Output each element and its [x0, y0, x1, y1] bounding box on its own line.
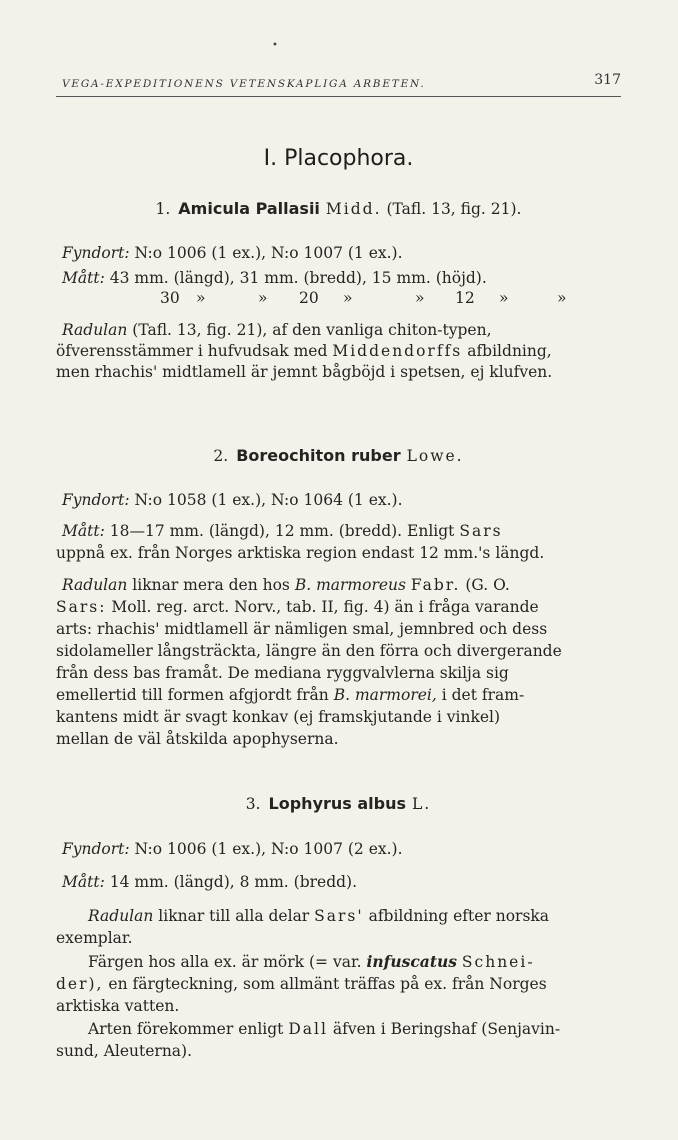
- arten-line-1: [88, 1019, 560, 1039]
- species-name: Boreochiton ruber: [236, 446, 401, 465]
- running-header: [56, 72, 621, 97]
- fyndort-line: [62, 839, 403, 859]
- species-number: 2.: [213, 447, 229, 465]
- author-name: Sars: [459, 522, 503, 540]
- matt-line: [62, 268, 487, 288]
- matt-label: Mått:: [62, 873, 105, 891]
- species-heading-2: [56, 446, 621, 465]
- radulan-line-3: arts: rhachis' midtlamell är nämligen smal, jemnbred och dess: [56, 620, 548, 638]
- author-name: Sars:: [56, 598, 107, 616]
- species-number: 1.: [155, 200, 171, 218]
- measure-cell: 12: [455, 289, 475, 307]
- species-ref-name: B. marmorei,: [333, 686, 437, 704]
- measure-cell: 20: [299, 289, 319, 307]
- fargen-line-3: arktiska vatten.: [56, 997, 180, 1015]
- author-name: Fabr.: [410, 576, 461, 594]
- fyndort-line: [62, 243, 403, 263]
- species-heading-1: [56, 199, 621, 218]
- radulan-line-1: [62, 320, 492, 340]
- radulan-line-2: [56, 597, 539, 617]
- species-author: Midd.: [325, 200, 382, 218]
- matt-text: 43 mm. (längd), 31 mm. (bredd), 15 mm. (höjd).: [109, 269, 487, 287]
- author-name: Middendorffs: [332, 342, 463, 360]
- radulan-line-3: men rhachis' midtlamell är jemnt bågböjd i spetsen, ej klufven.: [56, 363, 553, 381]
- radulan-line-4: sidolameller långsträckta, längre än den förra och divergerande: [56, 642, 562, 660]
- text-span: i det fram-: [441, 686, 525, 704]
- author-name: Dall: [288, 1020, 328, 1038]
- author-name: Sars': [314, 907, 364, 925]
- fyndort-label: Fyndort:: [62, 244, 130, 262]
- measure-cell: »: [258, 289, 268, 307]
- radulan-label: Radulan: [62, 576, 128, 594]
- radulan-line-8: mellan de väl åtskilda apophyserna.: [56, 730, 339, 748]
- matt-label: Mått:: [62, 522, 105, 540]
- running-title: VEGA-EXPEDITIONENS VETENSKAPLIGA ARBETEN.: [62, 78, 426, 90]
- text-span: afbildning,: [467, 342, 552, 360]
- author-name: Schnei-: [461, 953, 535, 971]
- radulan-line-2: [56, 341, 552, 361]
- page-number: 317: [594, 72, 621, 88]
- fyndort-line: [62, 490, 403, 510]
- measure-cell: »: [415, 289, 425, 307]
- measure-cell: 30: [160, 289, 180, 307]
- radulan-line-1: [62, 575, 510, 595]
- fyndort-text: N:o 1058 (1 ex.), N:o 1064 (1 ex.).: [134, 491, 403, 509]
- measure-cell: »: [499, 289, 509, 307]
- matt-line: [62, 521, 503, 541]
- matt-text: 18—17 mm. (längd), 12 mm. (bredd). Enligt: [109, 522, 455, 540]
- author-name: der),: [56, 975, 104, 993]
- radulan-line-6: [56, 685, 524, 705]
- matt-text: 14 mm. (längd), 8 mm. (bredd).: [109, 873, 358, 891]
- variety-name: infuscatus: [366, 952, 457, 971]
- text-span: äfven i Beringshaf (Senjavin-: [332, 1020, 561, 1038]
- species-heading-3: [56, 794, 621, 813]
- species-name: Lophyrus albus: [268, 794, 407, 813]
- ornament-dot: •: [272, 40, 278, 51]
- radulan-text: (Tafl. 13, fig. 21), af den vanliga chiton-typen,: [132, 321, 492, 339]
- measure-cell: »: [557, 289, 567, 307]
- text-span: Arten förekommer enligt: [88, 1020, 284, 1038]
- species-ref: (Tafl. 13, fig. 21).: [386, 200, 522, 218]
- matt-line: [62, 872, 357, 892]
- fyndort-text: N:o 1006 (1 ex.), N:o 1007 (2 ex.).: [134, 840, 403, 858]
- text-span: liknar till alla delar: [158, 907, 310, 925]
- arten-line-2: sund, Aleuterna).: [56, 1042, 193, 1060]
- radulan-line-2: exemplar.: [56, 929, 133, 947]
- measurement-row: [56, 289, 616, 309]
- text-span: en färgteckning, som allmänt träffas på ex. från Norges: [108, 975, 547, 993]
- species-number: 3.: [245, 795, 261, 813]
- fyndort-label: Fyndort:: [62, 491, 130, 509]
- text-span: Moll. reg. arct. Norv., tab. II, fig. 4) än i fråga varande: [111, 598, 539, 616]
- species-author: Lowe.: [406, 447, 464, 465]
- species-ref-name: B. marmoreus: [294, 576, 406, 594]
- species-author: L.: [412, 795, 432, 813]
- measure-cell: »: [196, 289, 206, 307]
- text-span: liknar mera den hos: [132, 576, 290, 594]
- radulan-line-1: [88, 906, 549, 926]
- radulan-line-5: från dess bas framåt. De mediana ryggvalvlerna skilja sig: [56, 664, 509, 682]
- matt-line-2: uppnå ex. från Norges arktiska region endast 12 mm.'s längd.: [56, 544, 545, 562]
- text-span: öfverensstämmer i hufvudsak med: [56, 342, 328, 360]
- fyndort-text: N:o 1006 (1 ex.), N:o 1007 (1 ex.).: [134, 244, 403, 262]
- fargen-line-1: [88, 952, 535, 972]
- text-span: (G. O.: [465, 576, 510, 594]
- radulan-line-7: kantens midt är svagt konkav (ej framskjutande i vinkel): [56, 708, 501, 726]
- fyndort-label: Fyndort:: [62, 840, 130, 858]
- fargen-line-2: [56, 974, 547, 994]
- text-span: Färgen hos alla ex. är mörk (= var.: [88, 953, 362, 971]
- species-name: Amicula Pallasii: [178, 199, 320, 218]
- section-title: I. Placophora.: [263, 146, 414, 171]
- text-span: afbildning efter norska: [368, 907, 550, 925]
- measure-cell: »: [343, 289, 353, 307]
- radulan-label: Radulan: [88, 907, 154, 925]
- text-span: emellertid till formen afgjordt från: [56, 686, 329, 704]
- page: [56, 0, 621, 1140]
- radulan-label: Radulan: [62, 321, 128, 339]
- matt-label: Mått:: [62, 269, 105, 287]
